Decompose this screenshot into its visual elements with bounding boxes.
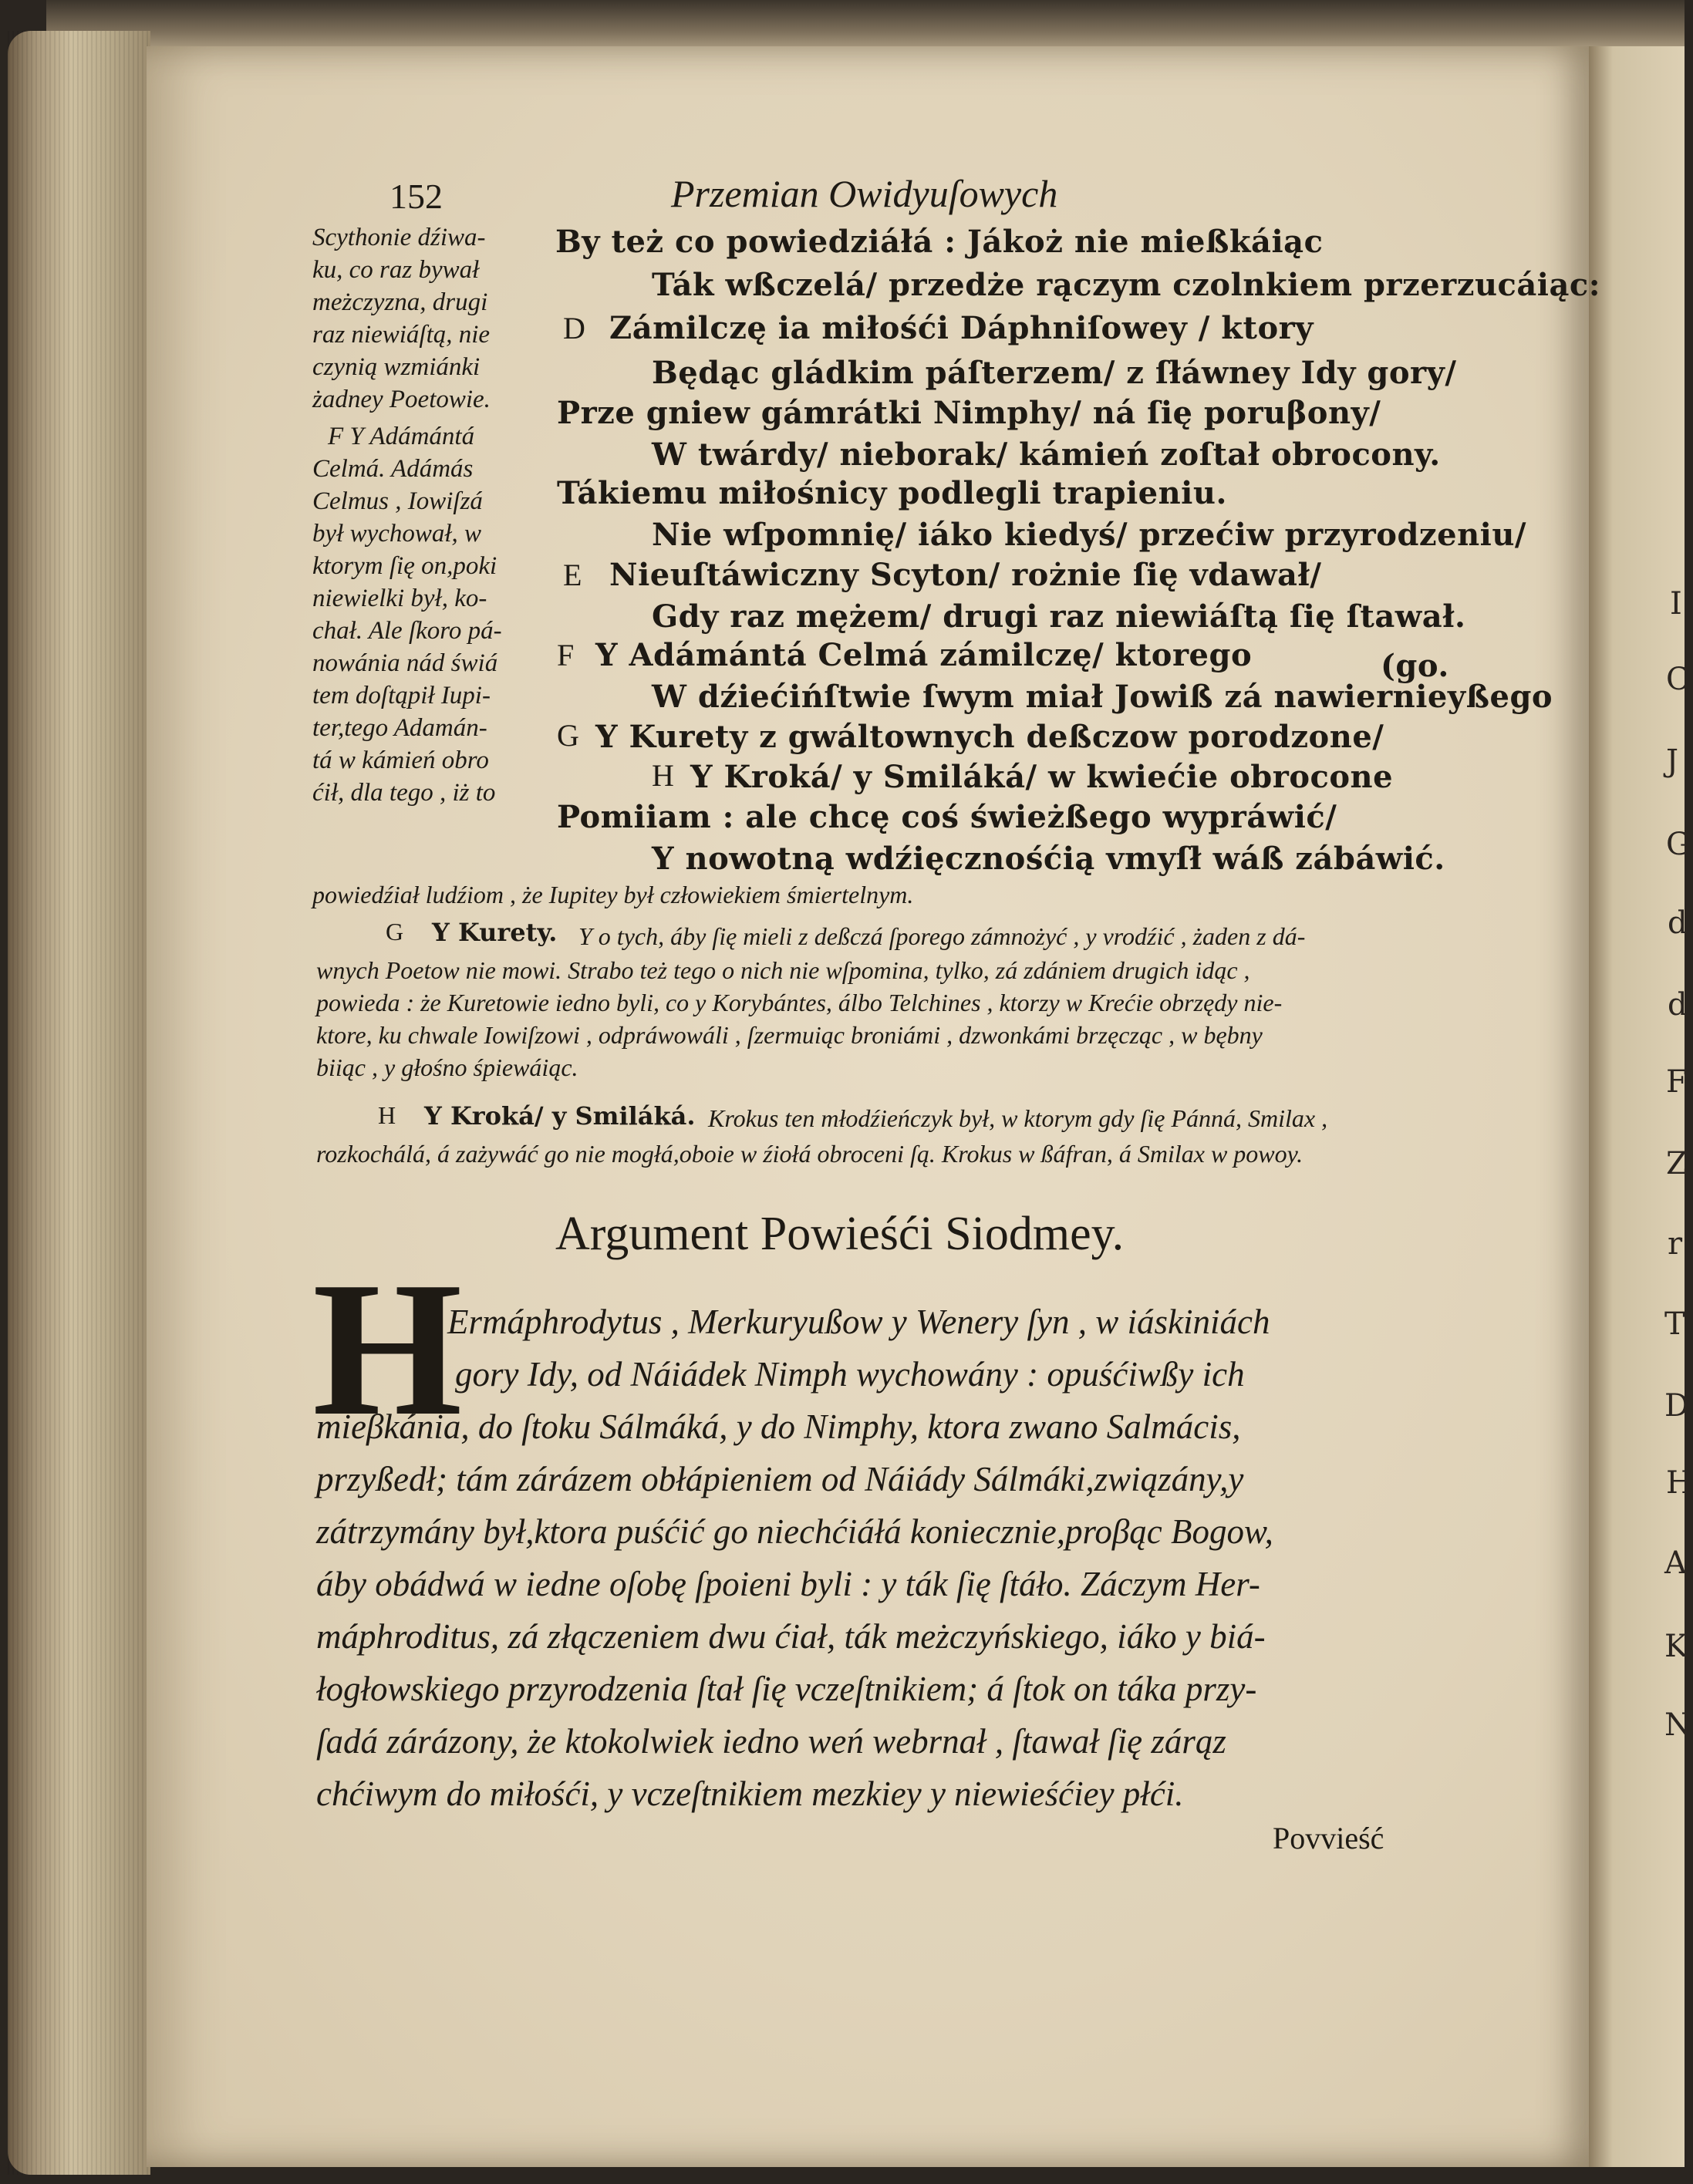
next-page-letter: C [1666, 662, 1690, 697]
next-page-letter: G [1666, 827, 1691, 862]
argument-line: zátrzymány był,ktora puśćić go niechćiáłá koniecznie,proβąc Bogow, [316, 1512, 1273, 1551]
note-line: biiąc , y głośno śpiewáiąc. [316, 1053, 578, 1081]
verse-line: Gdy raz mężem/ drugi raz niewiáſtą ſię ſtawał. [652, 598, 1466, 635]
next-page-letter: T [1664, 1306, 1685, 1342]
side-note-line: Scythonie dźiwa- [312, 224, 486, 251]
next-page-letter: H [1666, 1465, 1693, 1501]
verse-turnover: (go. [1381, 648, 1449, 684]
note-line: ktore, ku chwale Iowiſzowi , odpráwowáli , ſzermuiąc broniámi , dzwonkámi brzęcząc , w bębny [316, 1021, 1263, 1049]
verse-line: By też co powiedziáłá : Jákoż nie mießkáiąc [555, 224, 1324, 260]
verse-line: Pomiiam : ale chcę coś świeżßego wypráwić/ [557, 799, 1337, 835]
next-page-edge [1589, 46, 1685, 2167]
argument-line: ſadá zárázony, że ktokolwiek iedno weń webrnał , ſtawał ſię zárąz [316, 1722, 1226, 1761]
next-page-letter: d [1668, 987, 1688, 1023]
verse-marker: F [557, 638, 575, 672]
argument-line: gory Idy, od Náiádek Nimph wychowány : opuśćiwßy ich [455, 1355, 1245, 1394]
side-note-line: ter,tego Adamán- [312, 714, 487, 742]
verse-line: Nieuſtáwiczny Scyton/ rożnie ſię vdawał/ [609, 557, 1322, 593]
next-page-letter: r [1668, 1226, 1683, 1262]
verse-line: W dźiećińſtwie ſwym miał Jowiß zá nawiernieyßego [652, 679, 1553, 715]
note-line: rozkochálá, á zażywáć go nie mogłá,oboie w źiołá obroceni ſą. Krokus w ßáfran, á Smilax w powoy. [316, 1140, 1303, 1168]
verse-marker: G [557, 718, 579, 753]
argument-line: łogłowskiego przyrodzenia ſtał ſię vczeſtnikiem; á ſtok on táka przy- [316, 1670, 1257, 1708]
side-note-line: był wychował, w [312, 520, 482, 548]
note-line: Krokus ten młodźieńczyk był, w ktorym gdy ſię Pánná, Smilax , [708, 1104, 1328, 1132]
next-page-letter: I [1670, 586, 1682, 622]
verse-line: W twárdy/ nieborak/ kámień zoſtał obrocony. [652, 436, 1441, 473]
verse-marker: H [652, 758, 674, 793]
note-marker: G [386, 918, 404, 945]
verse-line: Y nowotną wdźięcznośćią vmyſł wáß zábáwić. [652, 841, 1445, 877]
note-line: powieda : że Kuretowie iedno byli, co y Korybántes, álbo Telchines , ktorzy w Krećie obrzędy nie- [316, 989, 1283, 1016]
running-title: Przemian Owidyuſowych [671, 172, 1058, 215]
argument-line: Ermáphrodytus , Merkuryußow y Wenery ſyn , w iáskiniách [447, 1303, 1270, 1341]
argument-line: áby obádwá w iedne oſobę ſpoieni byli : y ták ſię ſtáło. Záczym Her- [316, 1565, 1260, 1603]
side-note-line: czynią wzmiánki [312, 353, 481, 381]
catchword: Povvieść [1273, 1821, 1384, 1855]
verse-line: Prze gniew gámrátki Nimphy/ ná ſię poruβony/ [557, 395, 1381, 431]
next-page-letter: A [1664, 1545, 1687, 1581]
next-page-letter: D [1664, 1388, 1690, 1424]
page-stack-edge [8, 31, 150, 2175]
argument-line: mieβkánia, do ſtoku Sálmáká, y do Nimphy, ktora zwano Salmácis, [316, 1407, 1241, 1446]
side-note-line: żadney Poetowie. [312, 386, 491, 413]
note-line: wnych Poetow nie mowi. Strabo też tego o nich nie wſpomina, tylko, zá zdániem drugich idąc , [316, 956, 1250, 984]
verse-marker: D [563, 311, 585, 345]
note-heading: Y Kurety. [432, 918, 558, 947]
side-note-line: raz niewiáſtą, nie [312, 321, 491, 349]
side-note-line: Celmus , Iowiſzá [312, 487, 483, 515]
side-note-line: tem doſtąpił Iupi- [312, 682, 491, 709]
argument-title: Argument Powieśći Siodmey. [555, 1208, 1125, 1260]
side-note-line: ku, co raz bywał [312, 256, 480, 284]
next-page-letter: J [1666, 743, 1679, 779]
side-note-line: ktorym ſię on,poki [312, 552, 497, 580]
verse-line: Y Adámántá Celmá zámilczę/ ktorego [595, 637, 1253, 673]
side-note-line: tá w kámień obro [312, 747, 489, 774]
next-page-letter: N [1664, 1707, 1691, 1743]
verse-line: Będąc gládkim páſterzem/ z ſłáwney Idy gory/ [652, 355, 1457, 391]
verse-line: Nie wſpomnię/ iáko kiedyś/ przećiw przyrodzeniu/ [652, 517, 1527, 553]
note-line: Y o tych, áby ſię mieli z deßczá ſporego zámnożyć , y vrodźić , żaden z dá- [578, 922, 1306, 950]
note-marker: H [378, 1101, 396, 1129]
verse-line: Y Kurety z gwáltownych deßczow porodzone/ [595, 719, 1384, 755]
side-note-line: chał. Ale ſkoro pá- [312, 617, 502, 645]
next-page-letter: F [1666, 1064, 1688, 1100]
drop-cap: H [312, 1242, 463, 1456]
argument-line: przyßedł; tám zárázem obłápieniem od Náiády Sálmáki,związány,y [316, 1460, 1244, 1498]
side-note-line: meżczyzna, drugi [312, 288, 488, 316]
next-page-letter: Z [1666, 1146, 1688, 1181]
argument-line: chćiwym do miłośći, y vczeſtnikiem mezkiey y niewieśćiey płći. [316, 1775, 1184, 1813]
next-page-letter: d [1668, 905, 1688, 941]
verse-line: Zámilczę ia miłośći Dáphniſowey / ktory [609, 310, 1314, 346]
next-page-letter: K [1664, 1629, 1688, 1664]
argument-line: máphroditus, zá złączeniem dwu ćiał, ták meżczyńskiego, iáko y biá- [316, 1617, 1266, 1656]
note-f-tail: powiedźiał ludźiom , że Iupitey był człowiekiem śmiertelnym. [312, 881, 914, 908]
verse-marker: E [563, 558, 582, 592]
side-note-line: nowánia nád świá [312, 649, 498, 677]
verse-line: Tákiemu miłośnicy podlegli trapieniu. [557, 475, 1227, 511]
side-note-line: niewielki był, ko- [312, 585, 487, 612]
side-note-line: ćił, dla tego , iż to [312, 779, 496, 807]
page-number: 152 [390, 177, 443, 216]
side-note-line: F Y Adámántá [328, 423, 475, 450]
verse-line: Ták wßczelá/ przedże rączym czolnkiem przerzucáiąc: [652, 267, 1601, 303]
note-heading: Y Kroká/ y Smiláká. [424, 1101, 696, 1131]
side-note-line: Celmá. Adámás [312, 455, 474, 483]
verse-line: Y Kroká/ y Smiláká/ w kwiećie obrocone [690, 759, 1394, 795]
